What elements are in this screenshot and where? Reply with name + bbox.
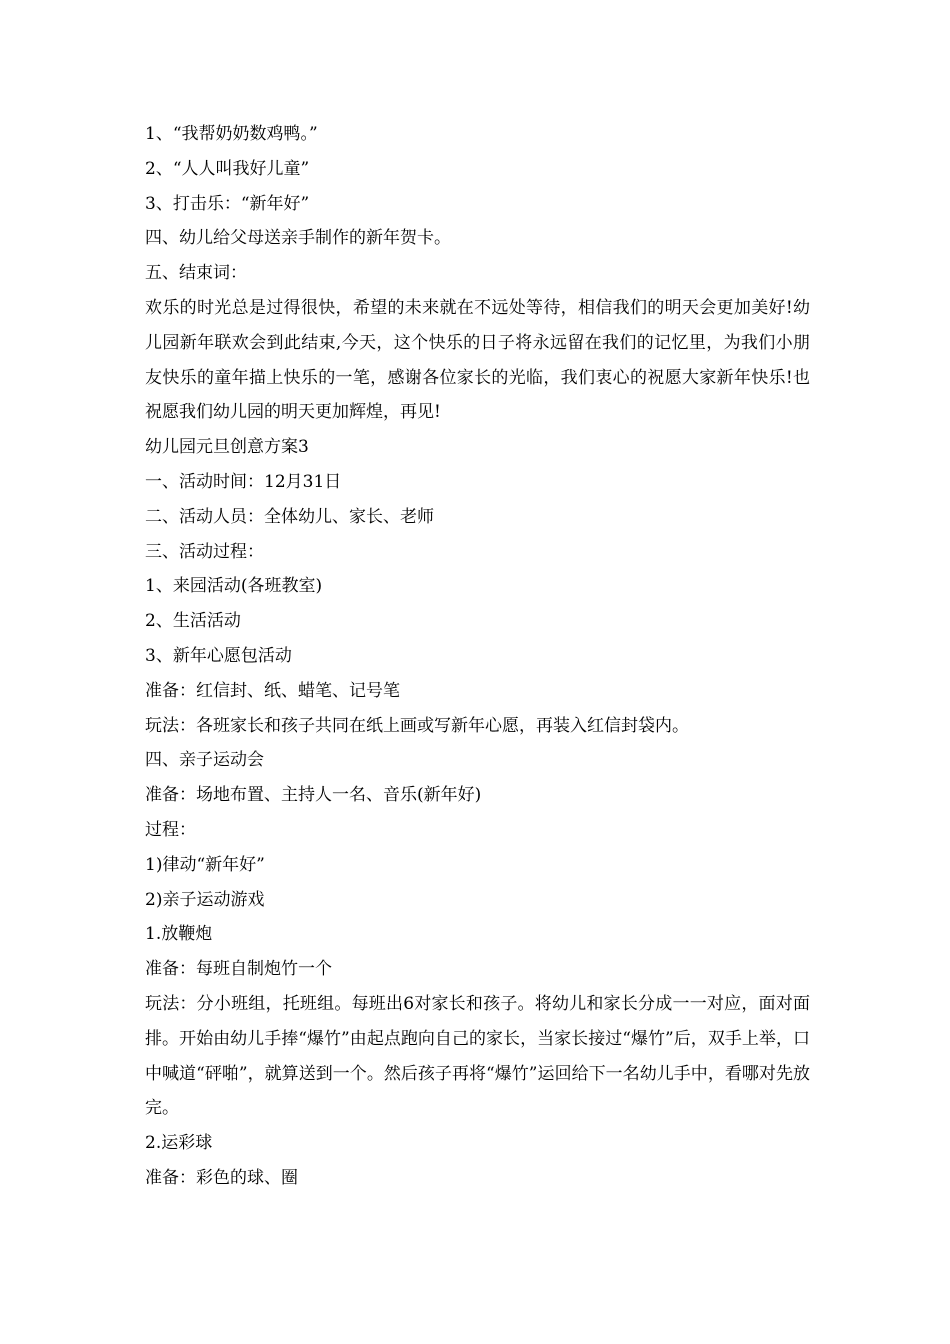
text-line: 过程： [145, 819, 196, 840]
text-line: 2.运彩球 [145, 1133, 213, 1154]
text-line: 3、打击乐：“新年好” [145, 193, 310, 214]
text-line: 准备：彩色的球、圈 [145, 1167, 298, 1188]
text-line: 二、活动人员：全体幼儿、家长、老师 [145, 506, 434, 527]
text-line: 五、结束词： [145, 263, 247, 284]
text-line: 四、幼儿给父母送亲手制作的新年贺卡。 [145, 228, 451, 249]
text-line: 准备：红信封、纸、蜡笔、记号笔 [145, 680, 400, 701]
text-line: 2)亲子运动游戏 [145, 889, 265, 910]
closing-paragraph: 欢乐的时光总是过得很快，希望的未来就在不远处等待，相信我们的明天会更加美好!幼儿园新年联欢会到此结束,今天，这个快乐的日子将永远留在我们的记忆里，为我们小朋友快乐的童年描上快乐的一笔，感谢各位家长的光临，我们衷心的祝愿大家新年快乐!也祝愿我们幼儿园的明天更加辉煌，再见! [145, 297, 810, 423]
text-line: 2、生活活动 [145, 611, 241, 632]
text-line: 1.放鞭炮 [145, 924, 213, 945]
text-line: 3、新年心愿包活动 [145, 645, 292, 666]
text-line: 玩法：各班家长和孩子共同在纸上画或写新年心愿，再装入红信封袋内。 [145, 715, 689, 736]
text-line: 准备：场地布置、主持人一名、音乐(新年好) [145, 785, 482, 806]
text-line: 准备：每班自制炮竹一个 [145, 959, 332, 980]
text-line: 三、活动过程： [145, 541, 264, 562]
text-line: 1)律动“新年好” [145, 854, 265, 875]
section-title: 幼儿园元旦创意方案3 [145, 437, 309, 458]
text-line: 2、“人人叫我好儿童” [145, 158, 310, 179]
text-line: 1、来园活动(各班教室) [145, 576, 323, 597]
game-rules-paragraph: 玩法：分小班组，托班组。每班出6对家长和孩子。将幼儿和家长分成一一对应，面对面排。开始由幼儿手捧“爆竹”由起点跑向自己的家长，当家长接过“爆竹”后，双手上举，口中喊道“砰啪”，就算送到一个。然后孩子再将“爆竹”运回给下一名幼儿手中，看哪对先放完。 [145, 993, 810, 1119]
document-body [145, 117, 810, 1196]
text-line: 一、活动时间：12月31日 [145, 471, 342, 492]
text-line: 四、亲子运动会 [145, 750, 264, 771]
text-line: 1、“我帮奶奶数鸡鸭。” [145, 124, 318, 144]
